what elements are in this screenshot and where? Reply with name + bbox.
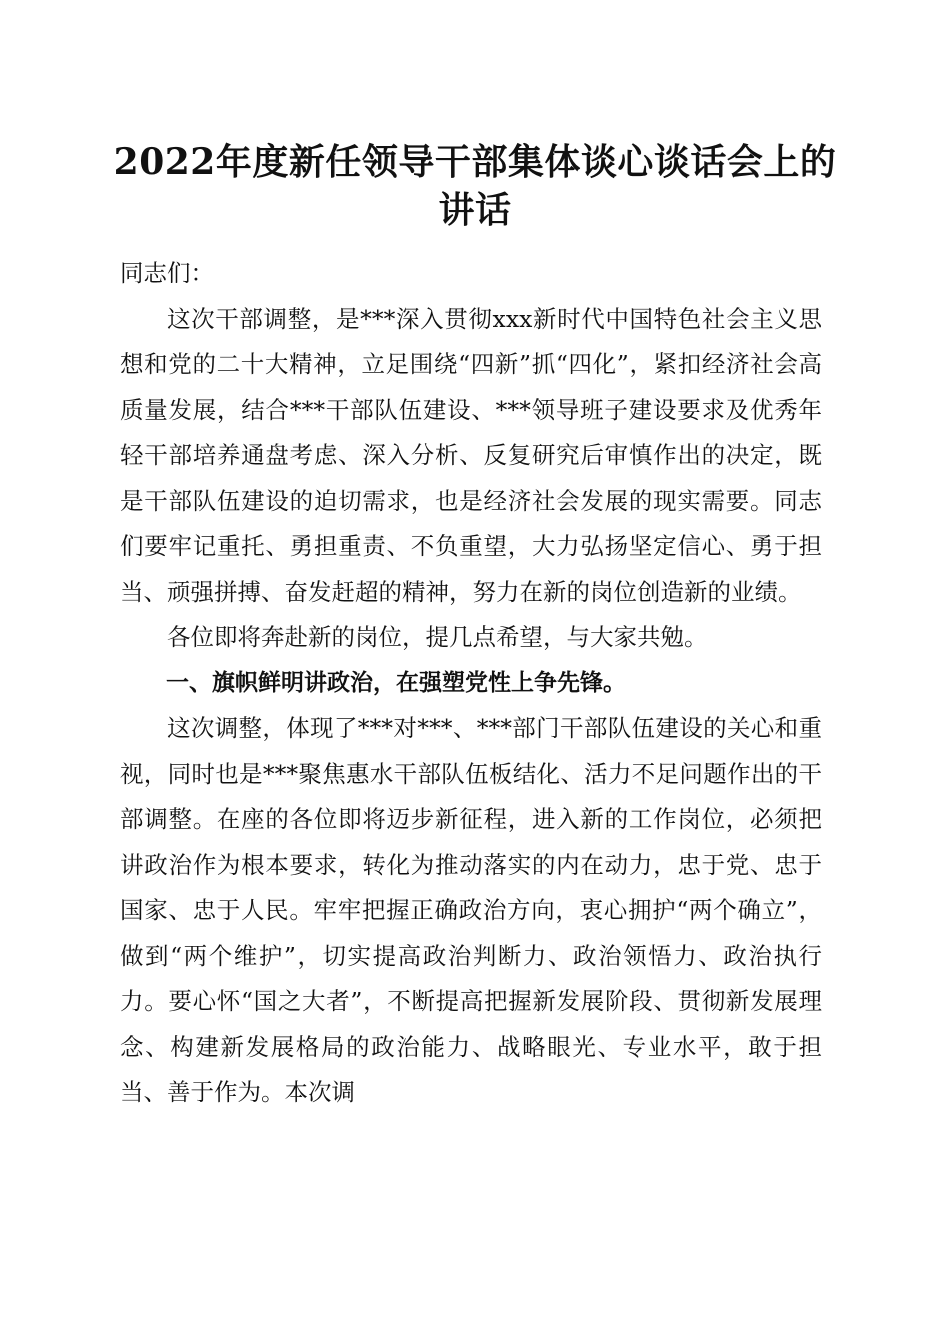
body-paragraph: 各位即将奔赴新的岗位，提几点希望，与大家共勉。 [167, 623, 708, 651]
title-line-1: 2022年度新任领导干部集体谈心谈话会上的 [113, 141, 837, 183]
document-body [120, 251, 822, 1116]
body-paragraph: 这次调整，体现了***对***、***部门干部队伍建设的关心和重视，同时也是***聚焦惠水干部队伍板结化、活力不足问题作出的干部调整。在座的各位即将迈步新征程，进入新的工作岗位，必须把讲政治作为根本要求，转化为推动落实的内在动力，忠于党、忠于国家、忠于人民。牢牢把握正确政治方向，衷心拥护“两个确立”，做到“两个维护”，切实提高政治判断力、政治领悟力、政治执行力。要心怀“国之大者”，不断提高把握新发展阶段、贯彻新发展理念、构建新发展格局的政治能力、战略眼光、专业水平，敢于担当、善于作为。本次调 [120, 714, 822, 1106]
salutation: 同志们： [120, 259, 214, 287]
document-title [100, 138, 850, 234]
section-heading: 一、旗帜鲜明讲政治，在强塑党性上争先锋。 [166, 669, 626, 696]
body-paragraph: 这次干部调整，是***深入贯彻xxx新时代中国特色社会主义思想和党的二十大精神，立足围绕“四新”抓“四化”，紧扣经济社会高质量发展，结合***干部队伍建设、***领导班子建设要求及优秀年轻干部培养通盘考虑、深入分析、反复研究后审慎作出的决定，既是干部队伍建设的迫切需求，也是经济社会发展的现实需要。同志们要牢记重托、勇担重责、不负重望，大力弘扬坚定信心、勇于担当、顽强拼搏、奋发赶超的精神，努力在新的岗位创造新的业绩。 [120, 304, 822, 606]
title-line-2: 讲话 [438, 189, 512, 231]
